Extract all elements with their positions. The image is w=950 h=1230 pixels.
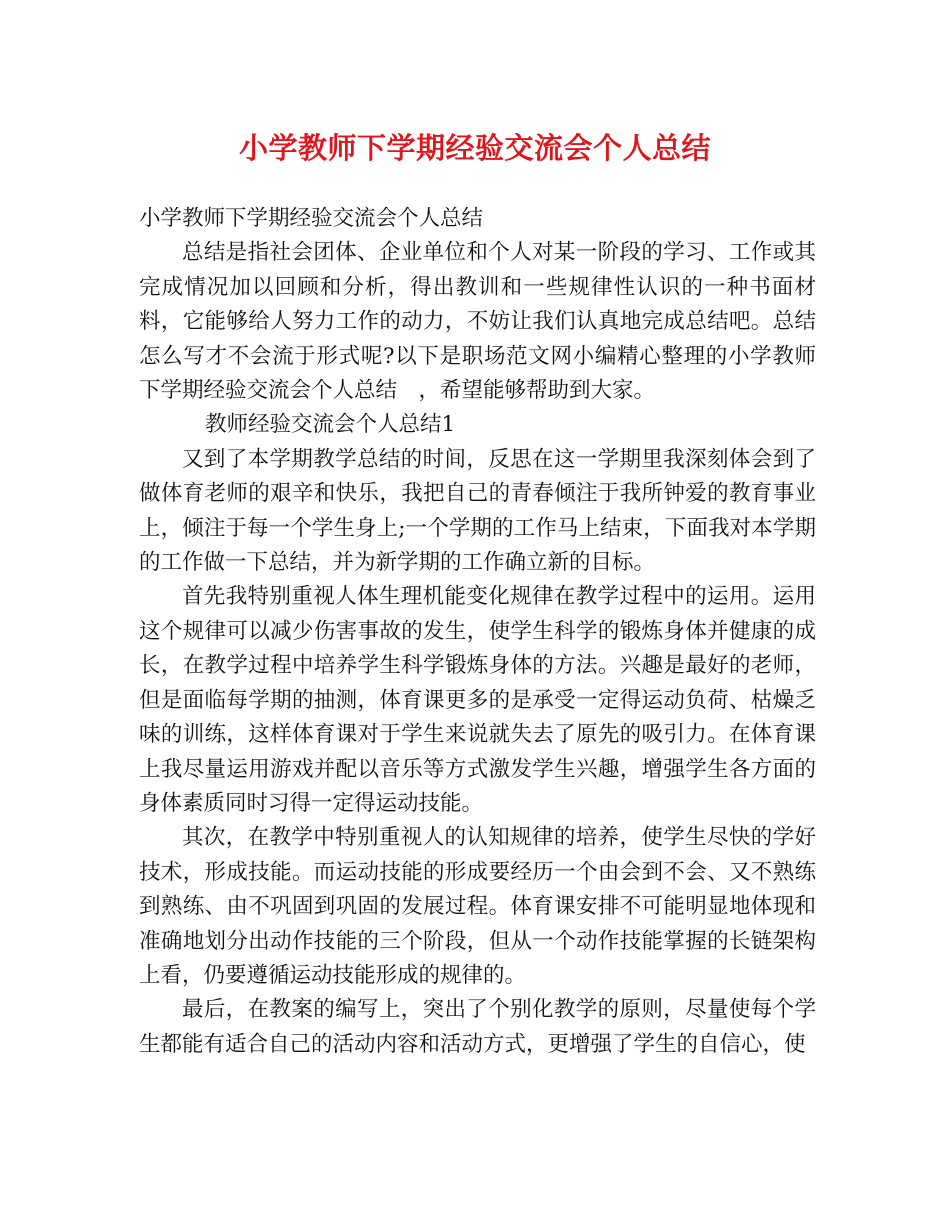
intro-paragraph: 总结是指社会团体、企业单位和个人对某一阶段的学习、工作或其完成情况加以回顾和分析，得出教训和一些规律性认识的一种书面材料，它能够给人努力工作的动力，不妨让我们认真地完成总结吧。总结怎么写才不会流于形式呢?以下是职场范文网小编精心整理的小学教师下学期经验交流会个人总结 ，希望能够帮助到大家。: [139, 240, 816, 404]
body-paragraph: 最后，在教案的编写上，突出了个别化教学的原则，尽量使每个学生都能有适合自己的活动内容和活动方式，更增强了学生的自信心，使: [139, 997, 816, 1057]
section-heading: 教师经验交流会个人总结1: [205, 412, 456, 438]
body-paragraph: 首先我特别重视人体生理机能变化规律在教学过程中的运用。运用这个规律可以减少伤害事故的发生，使学生科学的锻炼身体并健康的成长，在教学过程中培养学生科学锻炼身体的方法。兴趣是最好的老师，但是面临每学期的抽测，体育课更多的是承受一定得运动负荷、枯燥乏味的训练，这样体育课对于学生来说就失去了原先的吸引力。在体育课上我尽量运用游戏并配以音乐等方式激发学生兴趣，增强学生各方面的身体素质同时习得一定得运动技能。: [139, 584, 816, 816]
document-body: [139, 202, 816, 1062]
document-title: 小学教师下学期经验交流会个人总结: [238, 131, 711, 165]
body-paragraph: 又到了本学期教学总结的时间，反思在这一学期里我深刻体会到了做体育老师的艰辛和快乐，我把自己的青春倾注于我所钟爱的教育事业上，倾注于每一个学生身上;一个学期的工作马上结束，下面我对本学期的工作做一下总结，并为新学期的工作确立新的目标。: [139, 446, 816, 576]
body-paragraph: 其次，在教学中特别重视人的认知规律的培养，使学生尽快的学好技术，形成技能。而运动技能的形成要经历一个由会到不会、又不熟练到熟练、由不巩固到巩固的发展过程。体育课安排不可能明显地体现和准确地划分出动作技能的三个阶段，但从一个动作技能掌握的长链架构上看，仍要遵循运动技能形成的规律的。: [139, 825, 816, 988]
document-subtitle: 小学教师下学期经验交流会个人总结: [139, 206, 484, 231]
